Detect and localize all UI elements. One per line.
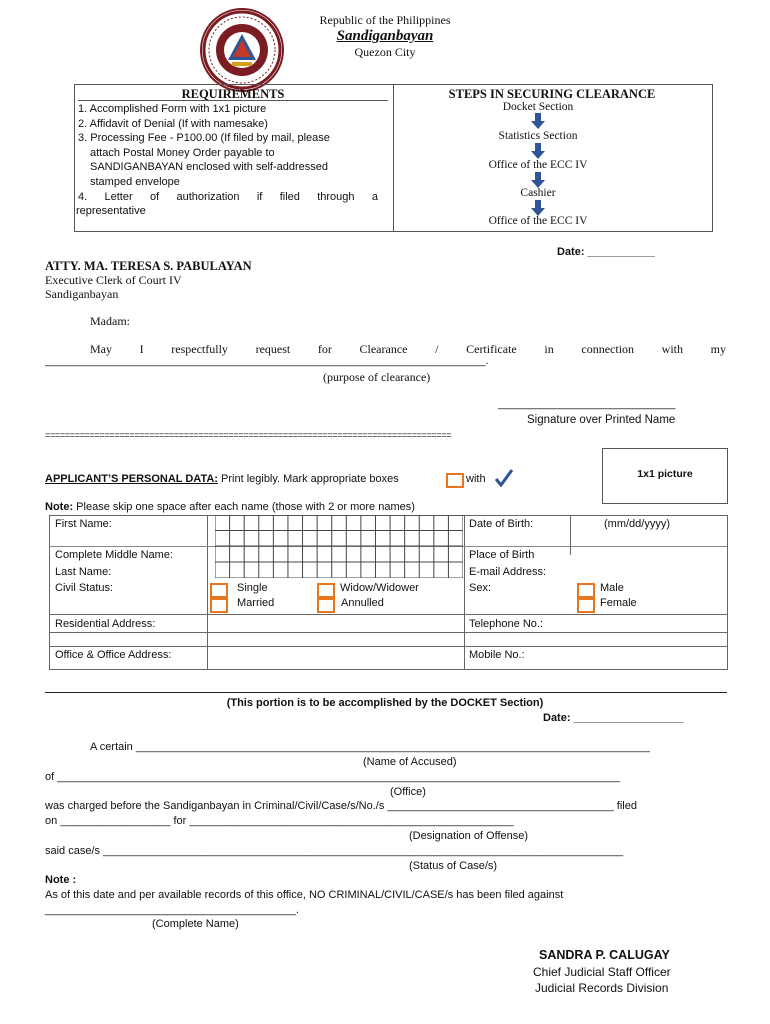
applicant-heading-row <box>45 473 399 485</box>
male-checkbox[interactable] <box>577 583 595 598</box>
header-city: Quezon City <box>354 45 416 59</box>
letter-word: connection <box>581 342 635 356</box>
table-hline <box>49 646 727 647</box>
married-checkbox[interactable] <box>210 598 228 613</box>
signature-line[interactable]: _____________________________ <box>498 398 676 410</box>
divider-line: ================================================================================== <box>45 430 452 440</box>
requirement-item: 2. Affidavit of Denial (If with namesake) <box>78 117 268 130</box>
letter-word: I <box>139 342 144 356</box>
married-label: Married <box>237 597 275 609</box>
step-docket: Docket Section <box>502 101 574 113</box>
requirements-list <box>78 102 378 219</box>
letter-word: in <box>544 342 554 356</box>
email-label: E-mail Address: <box>469 566 547 578</box>
accused-line[interactable]: A certain ____________________________________________________________________________________ <box>90 741 650 753</box>
annulled-label: Annulled <box>341 597 384 609</box>
arrow-down-icon <box>531 172 545 188</box>
letter-word: Certificate <box>466 342 517 356</box>
letter-word: for <box>317 342 332 356</box>
residential-label: Residential Address: <box>55 618 156 630</box>
date-field[interactable]: Date: ___________ <box>557 246 655 258</box>
requirement-item: attach Postal Money Order payable to <box>90 146 275 159</box>
checkmark-icon <box>494 469 514 487</box>
docket-rule <box>45 692 727 693</box>
widow-checkbox[interactable] <box>317 583 335 598</box>
requirement-item: 4. Letter of authorization if filed through a <box>78 190 378 203</box>
office-label: (Office) <box>390 786 426 798</box>
complete-name-label: (Complete Name) <box>152 918 239 930</box>
letter-word: respectfully <box>171 342 228 356</box>
checkbox-example <box>446 473 464 488</box>
header-court: Sandiganbayan <box>336 28 434 44</box>
addressee-title: Executive Clerk of Court IV <box>45 273 182 287</box>
steps-title: STEPS IN SECURING CLEARANCE <box>448 87 656 101</box>
requirement-item: SANDIGANBAYAN enclosed with self-addressed <box>90 161 329 174</box>
docket-date[interactable]: Date: __________________ <box>543 712 684 724</box>
note-text: Please skip one space after each name (those with 2 or more names) <box>76 501 415 513</box>
signatory-name: SANDRA P. CALUGAY <box>539 948 670 962</box>
step-cashier: Cashier <box>520 187 556 199</box>
requirements-title: REQUIREMENTS <box>181 87 285 101</box>
female-checkbox[interactable] <box>577 598 595 613</box>
requirements-title-rule <box>78 100 388 101</box>
accused-label: (Name of Accused) <box>363 756 457 768</box>
docket-heading: (This portion is to be accomplished by the DOCKET Section) <box>226 697 544 709</box>
picture-box[interactable] <box>602 448 728 504</box>
complete-name-line[interactable]: _________________________________________. <box>45 904 299 916</box>
note-row <box>45 501 415 513</box>
requirement-item: 1. Accomplished Form with 1x1 picture <box>78 103 267 115</box>
table-hline <box>49 632 727 633</box>
letter-grid-lines <box>215 515 463 578</box>
applicant-heading: APPLICANT’S PERSONAL DATA: <box>45 473 218 485</box>
requirement-item: 3. Processing Fee - P100.00 (If filed by mail, please <box>78 132 330 145</box>
sex-label: Sex: <box>469 582 492 594</box>
letter-word: request <box>255 342 291 356</box>
status-line[interactable]: said case/s _____________________________________________________________________________________ <box>45 845 624 857</box>
last-name-label: Last Name: <box>55 566 112 578</box>
table-vline <box>570 515 571 555</box>
filed-offense-line[interactable]: on __________________ for _____________________________________________________ <box>45 815 514 827</box>
letter-word: Clearance <box>359 342 408 356</box>
docket-note-label: Note : <box>45 874 77 886</box>
letter-word: May <box>90 342 112 356</box>
signatory-division: Judicial Records Division <box>535 981 669 995</box>
single-checkbox[interactable] <box>210 583 228 598</box>
picture-label: 1x1 picture <box>637 468 693 480</box>
mobile-label: Mobile No.: <box>469 649 525 661</box>
applicant-instruction: Print legibly. Mark appropriate boxes <box>221 473 399 485</box>
signatory-title: Chief Judicial Staff Officer <box>533 965 671 979</box>
letter-word: with <box>661 342 684 356</box>
female-label: Female <box>600 597 637 609</box>
pob-label: Place of Birth <box>469 549 535 561</box>
purpose-label: (purpose of clearance) <box>323 370 431 384</box>
letter-word: my <box>710 342 726 356</box>
male-label: Male <box>600 582 624 594</box>
note-label: Note: <box>45 501 74 513</box>
arrow-down-icon <box>531 200 545 216</box>
offense-label: (Designation of Offense) <box>409 830 529 842</box>
name-letter-grid[interactable] <box>215 515 463 578</box>
header-republic: Republic of the Philippines <box>319 13 451 27</box>
addressee-name: ATTY. MA. TERESA S. PABULAYAN <box>45 259 252 273</box>
first-name-label: First Name: <box>55 518 112 530</box>
arrow-down-icon <box>531 143 545 159</box>
telephone-label: Telephone No.: <box>469 618 543 630</box>
table-hline <box>49 614 727 615</box>
signature-label: Signature over Printed Name <box>527 414 676 426</box>
dob-label: Date of Birth: <box>469 518 534 530</box>
requirement-item: representative <box>76 205 146 218</box>
arrow-down-icon <box>531 113 545 129</box>
with-label: with <box>466 473 486 485</box>
annulled-checkbox[interactable] <box>317 598 335 613</box>
requirement-item: stamped envelope <box>90 175 180 188</box>
step-statistics: Statistics Section <box>498 130 578 142</box>
civil-status-label: Civil Status: <box>55 582 114 594</box>
single-label: Single <box>237 582 268 594</box>
status-label: (Status of Case/s) <box>409 860 498 872</box>
docket-note-text: As of this date and per available records of this office, NO CRIMINAL/CIVIL/CASE/s has been filed against <box>45 889 564 901</box>
case-number-line[interactable]: was charged before the Sandiganbayan in Criminal/Civil/Case/s/No./s _____________________________________ filed <box>45 800 637 812</box>
office-line[interactable]: of ____________________________________________________________________________________________ <box>45 771 621 783</box>
widow-label: Widow/Widower <box>340 582 419 594</box>
dob-format: (mm/dd/yyyy) <box>604 518 670 530</box>
office-address-label: Office & Office Address: <box>55 649 172 661</box>
middle-name-label: Complete Middle Name: <box>55 549 173 561</box>
step-ecc-final: Office of the ECC IV <box>488 215 588 227</box>
salutation: Madam: <box>90 314 130 328</box>
step-ecc: Office of the ECC IV <box>488 159 588 171</box>
letter-word: / <box>435 342 439 356</box>
addressee-office: Sandiganbayan <box>45 287 119 301</box>
purpose-line[interactable]: ________________________________________________________________________. <box>45 355 489 367</box>
